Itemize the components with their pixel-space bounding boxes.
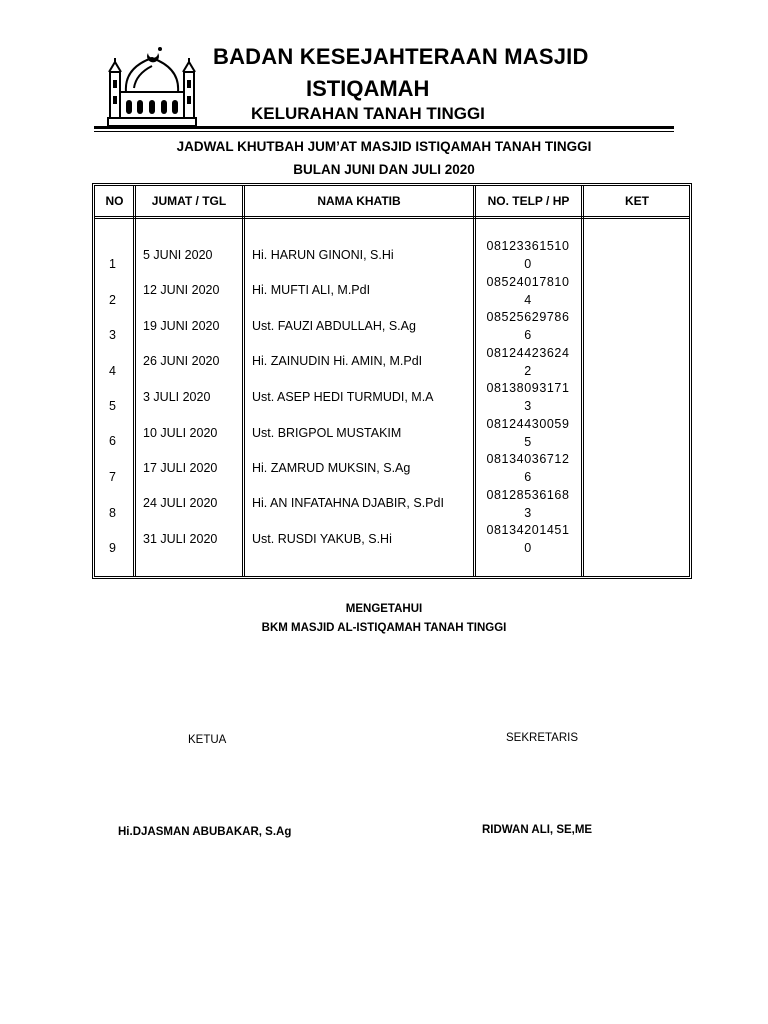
document-subtitle: BULAN JUNI DAN JULI 2020 [293,162,475,177]
row-phone: 08134036712 6 [486,452,570,484]
row-khatib-name: Ust. ASEP HEDI TURMUDI, M.A [252,390,434,404]
column-header-ket: KET [625,194,649,208]
row-number: 1 [109,257,116,271]
institution-name: BKM MASJID AL-ISTIQAMAH TANAH TINGGI [261,622,507,634]
document-title: JADWAL KHUTBAH JUM’AT MASJID ISTIQAMAH TANAH TINGGI [176,139,592,154]
row-khatib-name: Hi. ZAINUDIN Hi. AMIN, M.PdI [252,354,423,368]
row-phone: 08524017810 4 [486,275,570,307]
header-divider-thin [94,131,674,132]
row-date: 26 JUNI 2020 [143,354,220,368]
chair-name: Hi.DJASMAN ABUBAKAR, S.Ag [118,826,292,838]
row-number: 7 [109,470,116,484]
secretary-role: SEKRETARIS [506,732,578,744]
row-phone: 08128536168 3 [486,488,570,520]
row-phone: 08525629786 6 [486,310,570,342]
row-phone: 08134201451 0 [486,523,570,555]
header-divider [94,126,674,129]
row-number: 9 [109,541,116,555]
org-name-line2: ISTIQAMAH [306,76,430,101]
row-number: 5 [109,399,116,413]
row-khatib-name: Ust. BRIGPOL MUSTAKIM [252,426,402,440]
column-header-phone: NO. TELP / HP [487,194,570,208]
org-name-line1: BADAN KESEJAHTERAAN MASJID [213,44,589,69]
acknowledgement-label: MENGETAHUI [345,603,423,615]
table-border-inner [94,185,690,577]
row-date: 31 JULI 2020 [143,532,218,546]
row-phone: 08124430059 5 [486,417,570,449]
column-divider [242,185,245,577]
row-date: 24 JULI 2020 [143,496,218,510]
column-header-name: NAMA KHATIB [317,194,401,208]
row-khatib-name: Hi. ZAMRUD MUKSIN, S.Ag [252,461,411,475]
row-number: 4 [109,364,116,378]
column-header-date: JUMAT / TGL [151,194,227,208]
chair-role: KETUA [188,734,227,746]
column-header-no: NO [105,194,124,208]
row-khatib-name: Ust. FAUZI ABDULLAH, S.Ag [252,319,416,333]
mosque-icon [104,44,204,130]
row-date: 3 JULI 2020 [143,390,211,404]
row-date: 10 JULI 2020 [143,426,218,440]
row-phone: 08123361510 0 [486,239,570,271]
row-phone: 08124423624 2 [486,346,570,378]
row-number: 3 [109,328,116,342]
row-number: 8 [109,506,116,520]
column-divider [581,185,584,577]
column-divider [133,185,136,577]
row-khatib-name: Ust. RUSDI YAKUB, S.Hi [252,532,392,546]
row-khatib-name: Hi. HARUN GINONI, S.Hi [252,248,394,262]
row-date: 5 JUNI 2020 [143,248,213,262]
header-row-divider [94,216,690,219]
row-date: 12 JUNI 2020 [143,283,220,297]
org-subtitle: KELURAHAN TANAH TINGGI [251,104,485,123]
row-phone: 08138093171 3 [486,381,570,413]
row-date: 17 JULI 2020 [143,461,218,475]
row-khatib-name: Hi. AN INFATAHNA DJABIR, S.PdI [252,496,444,510]
row-number: 2 [109,293,116,307]
row-khatib-name: Hi. MUFTI ALI, M.PdI [252,283,371,297]
row-number: 6 [109,434,116,448]
secretary-name: RIDWAN ALI, SE,ME [482,824,593,836]
row-date: 19 JUNI 2020 [143,319,220,333]
